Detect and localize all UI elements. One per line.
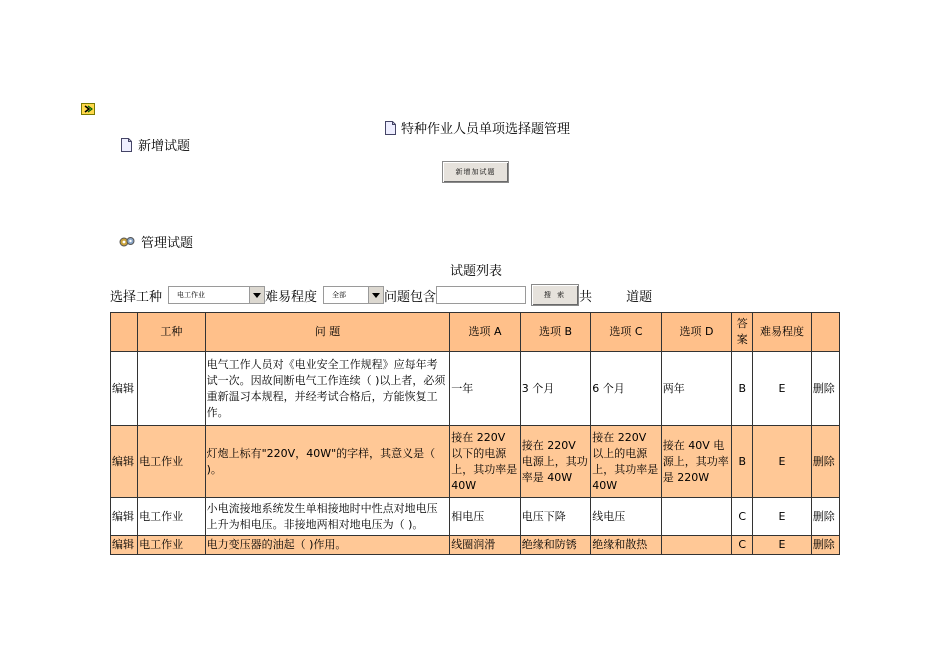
filter-bar [110, 284, 652, 306]
difficulty-select-value: 全部 [332, 291, 347, 299]
document-icon [385, 121, 396, 135]
option-d-cell: 接在 40V 电源上，其功率是 220W [661, 426, 731, 498]
new-question-label: 新增试题 [138, 139, 191, 154]
option-d-cell: 两年 [661, 352, 731, 426]
difficulty-cell: E [753, 498, 811, 536]
question-cell: 电气工作人员对《电业安全工作规程》应每年考试一次。因故间断电气工作连续（ )以上者，必须重新温习本规程，并经考试合格后，方能恢复工作。 [205, 352, 450, 426]
delete-link[interactable]: 删除 [811, 426, 839, 498]
table-row [111, 498, 840, 536]
option-d-cell [661, 498, 731, 536]
gears-icon [119, 236, 135, 248]
option-c-cell: 绝缘和散热 [591, 536, 661, 555]
document-icon [121, 138, 132, 152]
questions-table [110, 312, 840, 555]
option-b-cell: 绝缘和防锈 [520, 536, 590, 555]
edit-link[interactable]: 编辑 [111, 498, 138, 536]
type-filter-label: 选择工种 [110, 289, 163, 305]
header-cell: 工种 [138, 313, 205, 352]
edit-link[interactable]: 编辑 [111, 426, 138, 498]
add-question-button[interactable]: 新增加试题 [442, 161, 509, 183]
edit-link[interactable]: 编辑 [111, 536, 138, 555]
total-prefix: 共 [579, 289, 593, 305]
difficulty-cell: E [753, 536, 811, 555]
page-title [385, 118, 570, 137]
type-select[interactable] [168, 286, 265, 304]
option-c-cell: 接在 220V 以上的电源上，其功率是 40W [591, 426, 661, 498]
option-a-cell: 接在 220V 以下的电源上，其功率是 40W [450, 426, 520, 498]
table-row [111, 426, 840, 498]
header-cell: 选项 D [661, 313, 731, 352]
manage-question-section [119, 232, 193, 251]
table-row [111, 352, 840, 426]
arrow-icon [81, 103, 95, 115]
chevron-down-icon[interactable] [249, 287, 264, 303]
question-cell: 灯炮上标有"220V，40W"的字样，其意义是（ )。 [205, 426, 450, 498]
answer-cell: B [732, 426, 753, 498]
type-cell: 电工作业 [138, 536, 205, 555]
header-cell: 问 题 [205, 313, 450, 352]
option-b-cell: 3 个月 [520, 352, 590, 426]
header-cell [111, 313, 138, 352]
header-cell: 选项 B [520, 313, 590, 352]
difficulty-cell: E [753, 352, 811, 426]
option-b-cell: 电压下降 [520, 498, 590, 536]
chevron-down-icon[interactable] [368, 287, 383, 303]
question-cell: 小电流接地系统发生单相接地时中性点对地电压上升为相电压。非接地两相对地电压为（ )。 [205, 498, 450, 536]
option-c-cell: 线电压 [591, 498, 661, 536]
new-question-section [121, 135, 190, 154]
difficulty-filter-label: 难易程度 [265, 289, 318, 305]
header-cell: 答案 [732, 313, 753, 352]
header-cell: 难易程度 [753, 313, 811, 352]
option-d-cell [661, 536, 731, 555]
manage-question-label: 管理试题 [141, 236, 194, 251]
option-a-cell: 一年 [450, 352, 520, 426]
contains-input[interactable] [436, 286, 526, 304]
answer-cell: C [732, 536, 753, 555]
page-title-text: 特种作业人员单项选择题管理 [401, 122, 571, 137]
difficulty-select[interactable] [323, 286, 384, 304]
type-cell: 电工作业 [138, 498, 205, 536]
option-b-cell: 接在 220V 电源上，其功率是 40W [520, 426, 590, 498]
type-select-value: 电工作业 [177, 291, 206, 299]
delete-link[interactable]: 删除 [811, 352, 839, 426]
edit-link[interactable]: 编辑 [111, 352, 138, 426]
option-c-cell: 6 个月 [591, 352, 661, 426]
answer-cell: C [732, 498, 753, 536]
type-cell: 电工作业 [138, 426, 205, 498]
delete-link[interactable]: 删除 [811, 536, 839, 555]
contains-filter-label: 问题包含 [384, 289, 437, 305]
header-cell: 选项 C [591, 313, 661, 352]
header-cell: 选项 A [450, 313, 520, 352]
search-button[interactable]: 搜 索 [531, 284, 579, 306]
option-a-cell: 相电压 [450, 498, 520, 536]
table-row [111, 536, 840, 555]
list-title: 试题列表 [450, 264, 503, 279]
total-suffix: 道题 [626, 289, 653, 305]
answer-cell: B [732, 352, 753, 426]
table-header-row [111, 313, 840, 352]
type-cell [138, 352, 205, 426]
question-cell: 电力变压器的油起（ )作用。 [205, 536, 450, 555]
difficulty-cell: E [753, 426, 811, 498]
delete-link[interactable]: 删除 [811, 498, 839, 536]
header-cell [811, 313, 839, 352]
option-a-cell: 线圈润滑 [450, 536, 520, 555]
